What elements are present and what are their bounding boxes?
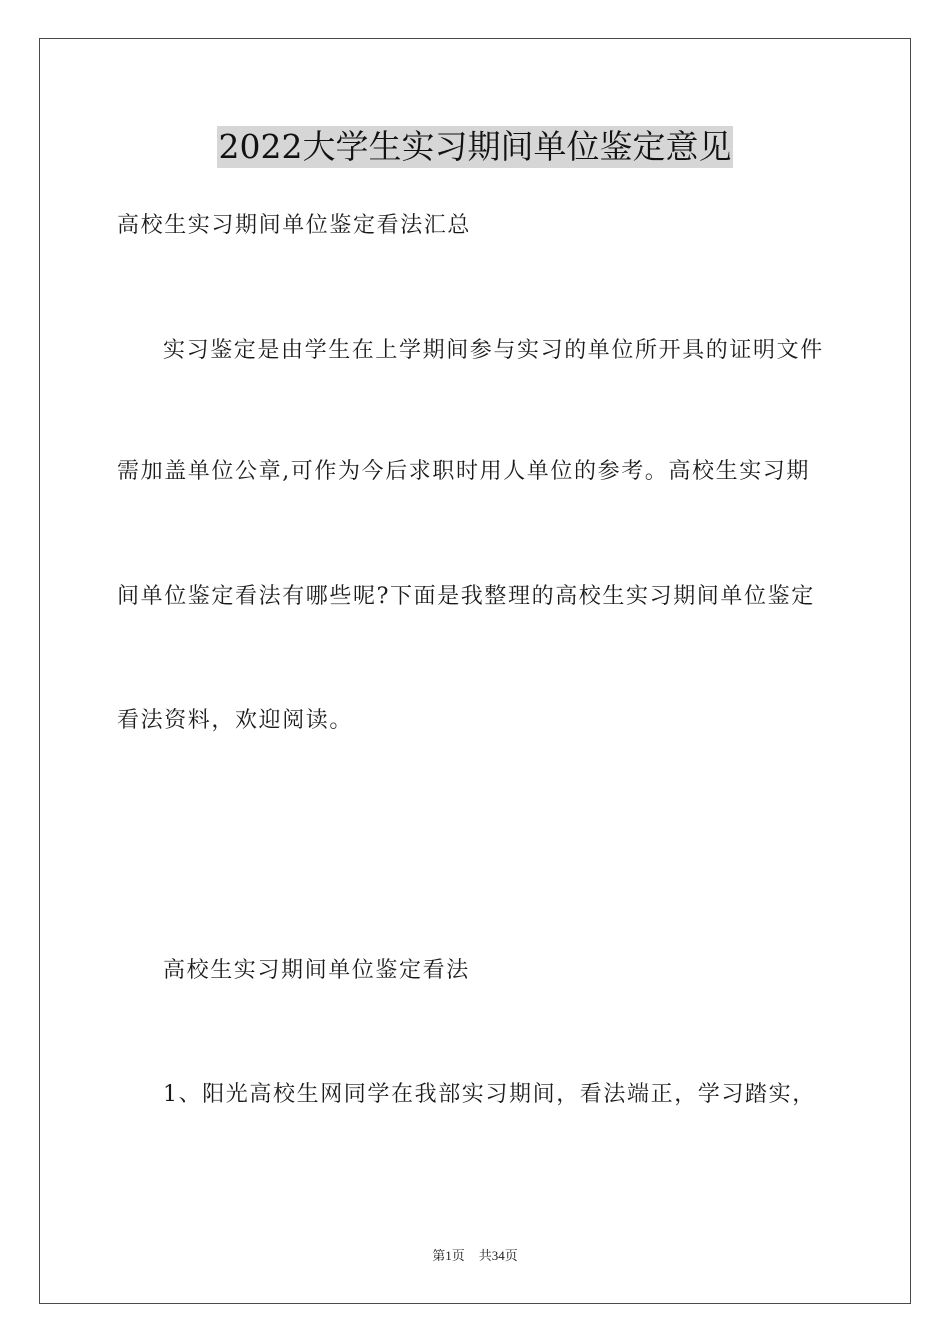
paragraph-line-2: 需加盖单位公章,可作为今后求职时用人单位的参考。高校生实习期 [117, 459, 810, 484]
section-heading: 高校生实习期间单位鉴定看法 [163, 958, 470, 983]
page-number: 第1页 [432, 1248, 465, 1263]
page-total: 共34页 [478, 1248, 518, 1263]
paragraph-line-3: 间单位鉴定看法有哪些呢?下面是我整理的高校生实习期间单位鉴定 [117, 584, 815, 609]
document-subtitle: 高校生实习期间单位鉴定看法汇总 [117, 213, 472, 238]
document-title: 2022大学生实习期间单位鉴定意见 [218, 127, 732, 166]
paragraph-line-1: 实习鉴定是由学生在上学期间参与实习的单位所开具的证明文件 [163, 338, 824, 363]
paragraph-line-4: 看法资料，欢迎阅读。 [117, 708, 354, 733]
title-container [0, 126, 950, 168]
item-line-1: 1、阳光高校生网同学在我部实习期间，看法端正，学习踏实， [163, 1082, 816, 1107]
page-footer [0, 1247, 950, 1265]
